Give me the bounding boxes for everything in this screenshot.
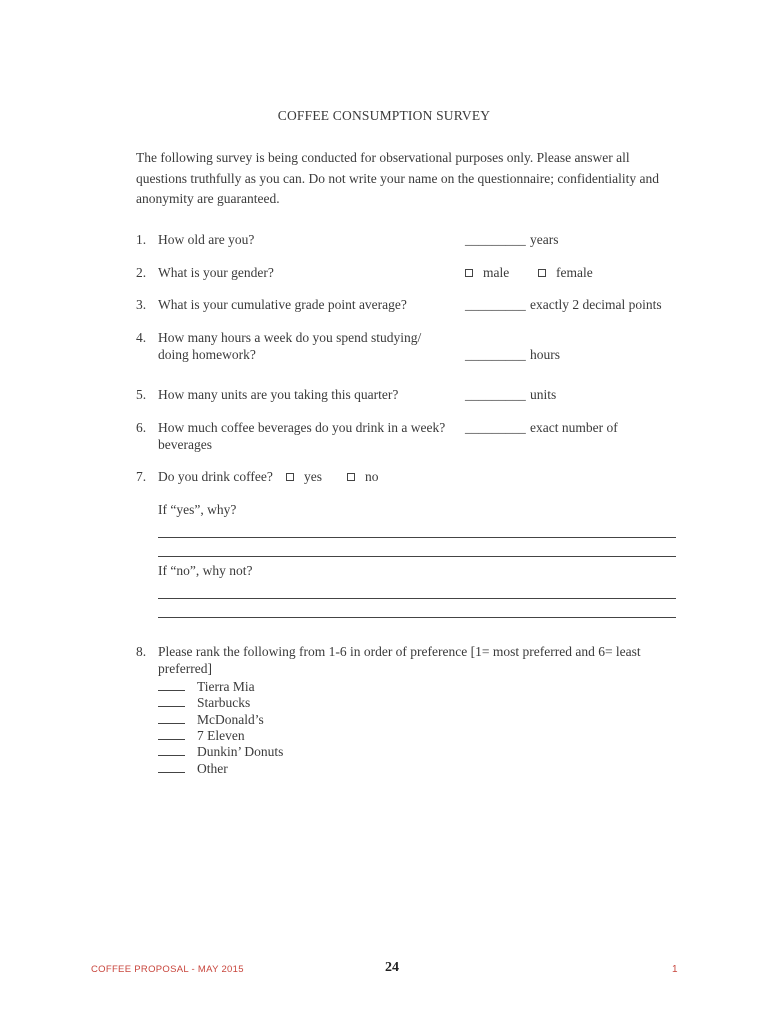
footer-document-label: COFFEE PROPOSAL - MAY 2015 — [91, 964, 244, 975]
answer-line[interactable] — [158, 556, 676, 557]
question-number: 1. — [136, 232, 147, 247]
answer-unit: exactly 2 decimal points — [530, 297, 662, 312]
coffee-option-no[interactable]: no — [347, 469, 379, 485]
answer-unit: years — [530, 232, 559, 247]
gender-option-female[interactable]: female — [538, 265, 593, 281]
answer-blank[interactable]: _________ — [465, 347, 526, 362]
question-text: How many units are you taking this quarter? — [158, 387, 399, 402]
answer-line[interactable] — [158, 598, 676, 599]
answer-unit: units — [530, 387, 557, 402]
coffee-option-yes[interactable]: yes — [286, 469, 322, 485]
question-text: What is your gender? — [158, 265, 274, 280]
footer-page-number: 24 — [385, 960, 399, 975]
checkbox-icon[interactable] — [286, 473, 294, 481]
question-number: 4. — [136, 330, 147, 345]
question-text-line1: How much coffee beverages do you drink in a week? — [158, 420, 446, 435]
rank-item[interactable]: Starbucks — [158, 694, 250, 711]
rank-item[interactable]: McDonald’s — [158, 711, 264, 728]
checkbox-icon[interactable] — [538, 269, 546, 277]
question-text-line2: beverages — [158, 437, 212, 452]
answer-blank[interactable]: _________ — [465, 387, 526, 402]
rank-item[interactable]: Other — [158, 760, 228, 777]
answer-unit: hours — [530, 347, 560, 362]
rank-blank[interactable] — [158, 727, 185, 740]
if-no-prompt: If “no”, why not? — [158, 563, 253, 578]
question-number: 2. — [136, 265, 147, 280]
question-number: 3. — [136, 297, 147, 312]
rank-blank[interactable] — [158, 760, 185, 773]
answer-blank[interactable]: _________ — [465, 420, 526, 435]
question-number: 6. — [136, 420, 147, 435]
question-text: How old are you? — [158, 232, 255, 247]
rank-item[interactable]: Tierra Mia — [158, 678, 255, 695]
question-number: 5. — [136, 387, 147, 402]
checkbox-icon[interactable] — [347, 473, 355, 481]
question-number: 7. — [136, 469, 147, 484]
gender-option-male[interactable]: male — [465, 265, 509, 281]
question-text: Do you drink coffee? — [158, 469, 273, 484]
question-text-line1: Please rank the following from 1-6 in order of preference [1= most preferred and 6= least — [158, 644, 641, 659]
footer-section-number: 1 — [672, 964, 678, 975]
answer-line[interactable] — [158, 537, 676, 538]
question-text-line2: doing homework? — [158, 347, 256, 362]
answer-line[interactable] — [158, 617, 676, 618]
intro-paragraph: The following survey is being conducted for observational purposes only. Please answer all questions truthfully as you can. Do not write your name on the questionnaire; confidentiality and anonymity are guaranteed. — [136, 150, 660, 206]
answer-blank[interactable]: _________ — [465, 297, 526, 312]
page-title: COFFEE CONSUMPTION SURVEY — [277, 108, 491, 123]
question-text-line2: preferred] — [158, 661, 212, 676]
answer-blank[interactable]: _________ — [465, 232, 526, 247]
rank-blank[interactable] — [158, 743, 185, 756]
question-text: What is your cumulative grade point average? — [158, 297, 407, 312]
question-text-line1: How many hours a week do you spend studying/ — [158, 330, 422, 345]
rank-item[interactable]: Dunkin’ Donuts — [158, 743, 283, 760]
if-yes-prompt: If “yes”, why? — [158, 502, 237, 517]
rank-blank[interactable] — [158, 711, 185, 724]
checkbox-icon[interactable] — [465, 269, 473, 277]
question-number: 8. — [136, 644, 147, 659]
answer-unit: exact number of — [530, 420, 618, 435]
rank-item[interactable]: 7 Eleven — [158, 727, 245, 744]
rank-blank[interactable] — [158, 678, 185, 691]
rank-blank[interactable] — [158, 694, 185, 707]
